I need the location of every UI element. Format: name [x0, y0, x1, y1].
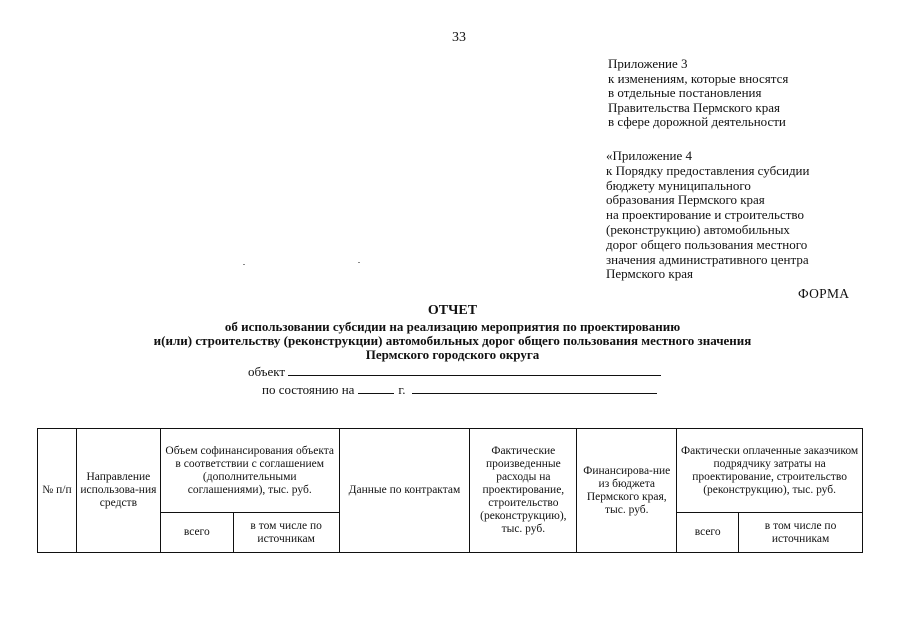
- appendix-order-line: значения административного центра: [606, 251, 809, 267]
- appendix-order-line: (реконструкцию) автомобильных: [606, 221, 790, 237]
- scan-speck: [243, 264, 245, 265]
- header-cofinancing: Объем софинансирования объекта в соответствии с соглашением (дополнительными соглашениями), тыс. руб.: [160, 429, 339, 513]
- header-paid: Фактически оплаченные заказчиком подрядчику затраты на проектирование, строительство (реконструкцию), тыс. руб.: [677, 429, 863, 513]
- appendix-change-line: в отдельные постановления: [608, 85, 762, 100]
- report-subtitle-line: и(или) строительству (реконструкции) автомобильных дорог общего пользования местного значения: [153, 333, 752, 348]
- header-direction: Направление использова-ния средств: [76, 429, 160, 553]
- date-field: [262, 381, 657, 398]
- appendix-order-line: на проектирование и строительство: [606, 207, 804, 223]
- report-table: [37, 428, 863, 553]
- appendix-order-block: [606, 149, 809, 282]
- appendix-change-block: [608, 57, 788, 130]
- report-subtitle-line: об использовании субсидии на реализацию мероприятия по проектированию: [224, 319, 681, 334]
- object-blank-line: [288, 363, 661, 376]
- appendix-order-line: дорог общего пользования местного: [606, 236, 808, 252]
- subheader-by-sources-paid: в том числе по источникам: [739, 513, 863, 553]
- report-subtitle-line: Пермского городского округа: [365, 347, 540, 362]
- header-actual-expenses: Фактические произведенные расходы на проектирование, строительство (реконструкцию), тыс. руб.: [470, 429, 577, 553]
- appendix-order-line: к Порядку предоставления субсидии: [606, 162, 810, 178]
- appendix-order-line: образования Пермского края: [606, 192, 765, 208]
- date-prefix: по состоянию на: [262, 382, 355, 397]
- form-label: ФОРМА: [798, 286, 850, 301]
- header-number: № п/п: [38, 429, 77, 553]
- appendix-change-line: к изменениям, которые вносятся: [608, 70, 789, 86]
- object-field: [248, 363, 661, 380]
- appendix-change-line: Приложение 3: [608, 56, 688, 71]
- appendix-change-line: Правительства Пермского края: [608, 99, 780, 115]
- page-number: 33: [452, 30, 466, 45]
- appendix-order-line: Пермского края: [606, 266, 693, 282]
- subheader-total-paid: всего: [677, 513, 739, 553]
- appendix-order-line: бюджету муниципального: [606, 177, 751, 193]
- subheader-by-sources: в том числе по источникам: [233, 513, 339, 553]
- appendix-change-line: в сфере дорожной деятельности: [608, 114, 786, 129]
- date-suffix: г.: [398, 382, 406, 397]
- scan-speck: [358, 262, 360, 263]
- header-regional-budget: Финансирова-ние из бюджета Пермского края, тыс. руб.: [577, 429, 677, 553]
- date-blank-long: [412, 381, 657, 394]
- report-title: ОТЧЕТ: [427, 303, 478, 318]
- object-label: объект: [248, 364, 286, 379]
- date-blank-short: [358, 381, 394, 394]
- report-subtitle: [0, 320, 905, 362]
- appendix-order-line: «Приложение 4: [606, 148, 693, 163]
- header-contracts: Данные по контрактам: [339, 429, 470, 553]
- subheader-total: всего: [160, 513, 233, 553]
